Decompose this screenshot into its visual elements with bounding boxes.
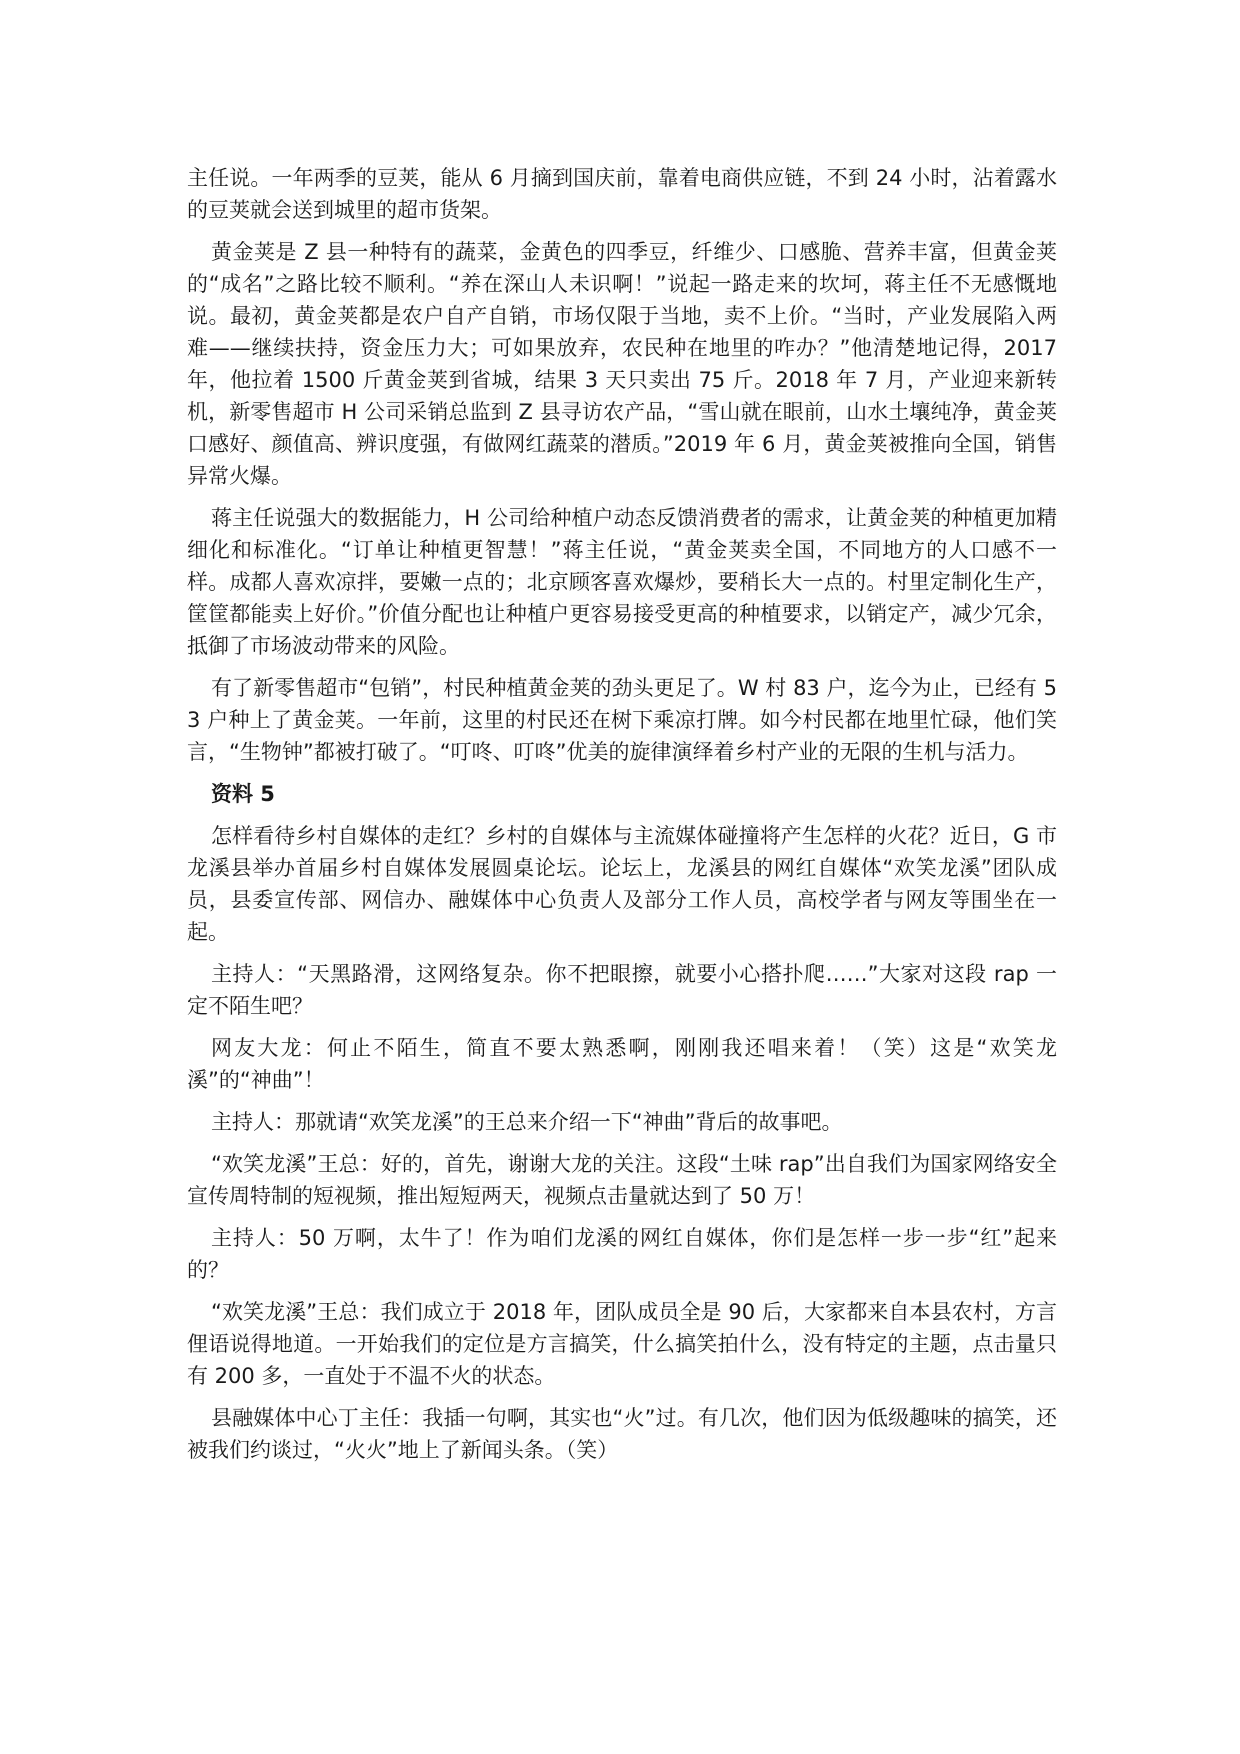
dialogue-host-2: 主持人：那就请“欢笑龙溪”的王总来介绍一下“神曲”背后的故事吧。 bbox=[211, 1110, 843, 1134]
dialogue-host-1: 主持人：“天黑路滑，这网络复杂。你不把眼擦，就要小心搭扑爬……”大家对这段 rap 一定不陌生吧？ bbox=[187, 962, 1057, 1018]
paragraph-forum-intro: 怎样看待乡村自媒体的走红？乡村的自媒体与主流媒体碰撞将产生怎样的火花？近日，G 市龙溪县举办首届乡村自媒体发展圆桌论坛。论坛上，龙溪县的网红自媒体“欢笑龙溪”团队成员，县委宣传部、网信办、融媒体中心负责人及部分工作人员，高校学者与网友等围坐在一起。 bbox=[187, 824, 1057, 944]
dialogue-wang-1: “欢笑龙溪”王总：好的，首先，谢谢大龙的关注。这段“土味 rap”出自我们为国家网络安全宣传周特制的短视频，推出短短两天，视频点击量就达到了 50 万！ bbox=[187, 1152, 1057, 1208]
dialogue-wang-2: “欢笑龙溪”王总：我们成立于 2018 年，团队成员全是 90 后，大家都来自本县农村，方言俚语说得地道。一开始我们的定位是方言搞笑，什么搞笑拍什么，没有特定的主题，点击量只有 200 多，一直处于不温不火的状态。 bbox=[187, 1300, 1057, 1388]
dialogue-netizen: 网友大龙：何止不陌生，简直不要太熟悉啊，刚刚我还唱来着！（笑）这是“欢笑龙溪”的“神曲”！ bbox=[187, 1036, 1057, 1092]
dialogue-host-3: 主持人：50 万啊，太牛了！作为咱们龙溪的网红自媒体，你们是怎样一步一步“红”起来的？ bbox=[187, 1226, 1057, 1282]
paragraph-golden-bean-history: 黄金荚是 Z 县一种特有的蔬菜，金黄色的四季豆，纤维少、口感脆、营养丰富，但黄金荚的“成名”之路比较不顺利。“养在深山人未识啊！”说起一路走来的坎坷，蒋主任不无感慨地说。最初，黄金荚都是农户自产自销，市场仅限于当地，卖不上价。“当时，产业发展陷入两难——继续扶持，资金压力大；可如果放弃，农民种在地里的咋办？”他清楚地记得，2017 年，他拉着 1500 斤黄金荚到省城，结果 3 天只卖出 75 斤。2018 年 7 月，产业迎来新转机，新零售超市 H 公司采销总监到 Z 县寻访农产品，“雪山就在眼前，山水土壤纯净，黄金荚口感好、颜值高、辨识度强，有做网红蔬菜的潜质。”2019 年 6 月，黄金荚被推向全国，销售异常火爆。 bbox=[187, 240, 1057, 488]
paragraph-continuation: 主任说。一年两季的豆荚，能从 6 月摘到国庆前，靠着电商供应链，不到 24 小时，沾着露水的豆荚就会送到城里的超市货架。 bbox=[187, 166, 1057, 222]
document-body bbox=[187, 162, 1057, 1476]
dialogue-ding: 县融媒体中心丁主任：我插一句啊，其实也“火”过。有几次，他们因为低级趣味的搞笑，还被我们约谈过，“火火”地上了新闻头条。（笑） bbox=[187, 1406, 1057, 1462]
section-heading-material-5: 资料 5 bbox=[211, 782, 275, 806]
paragraph-data-capability: 蒋主任说强大的数据能力，H 公司给种植户动态反馈消费者的需求，让黄金荚的种植更加精细化和标准化。“订单让种植更智慧！”蒋主任说，“黄金荚卖全国，不同地方的人口感不一样。成都人喜欢凉拌，要嫩一点的；北京顾客喜欢爆炒，要稍长大一点的。村里定制化生产，筐筐都能卖上好价。”价值分配也让种植户更容易接受更高的种植要求，以销定产，减少冗余，抵御了市场波动带来的风险。 bbox=[187, 506, 1057, 658]
paragraph-villagers: 有了新零售超市“包销”，村民种植黄金荚的劲头更足了。W 村 83 户，迄今为止，已经有 53 户种上了黄金荚。一年前，这里的村民还在树下乘凉打牌。如今村民都在地里忙碌，他们笑言，“生物钟”都被打破了。“叮咚、叮咚”优美的旋律演绎着乡村产业的无限的生机与活力。 bbox=[187, 676, 1057, 764]
